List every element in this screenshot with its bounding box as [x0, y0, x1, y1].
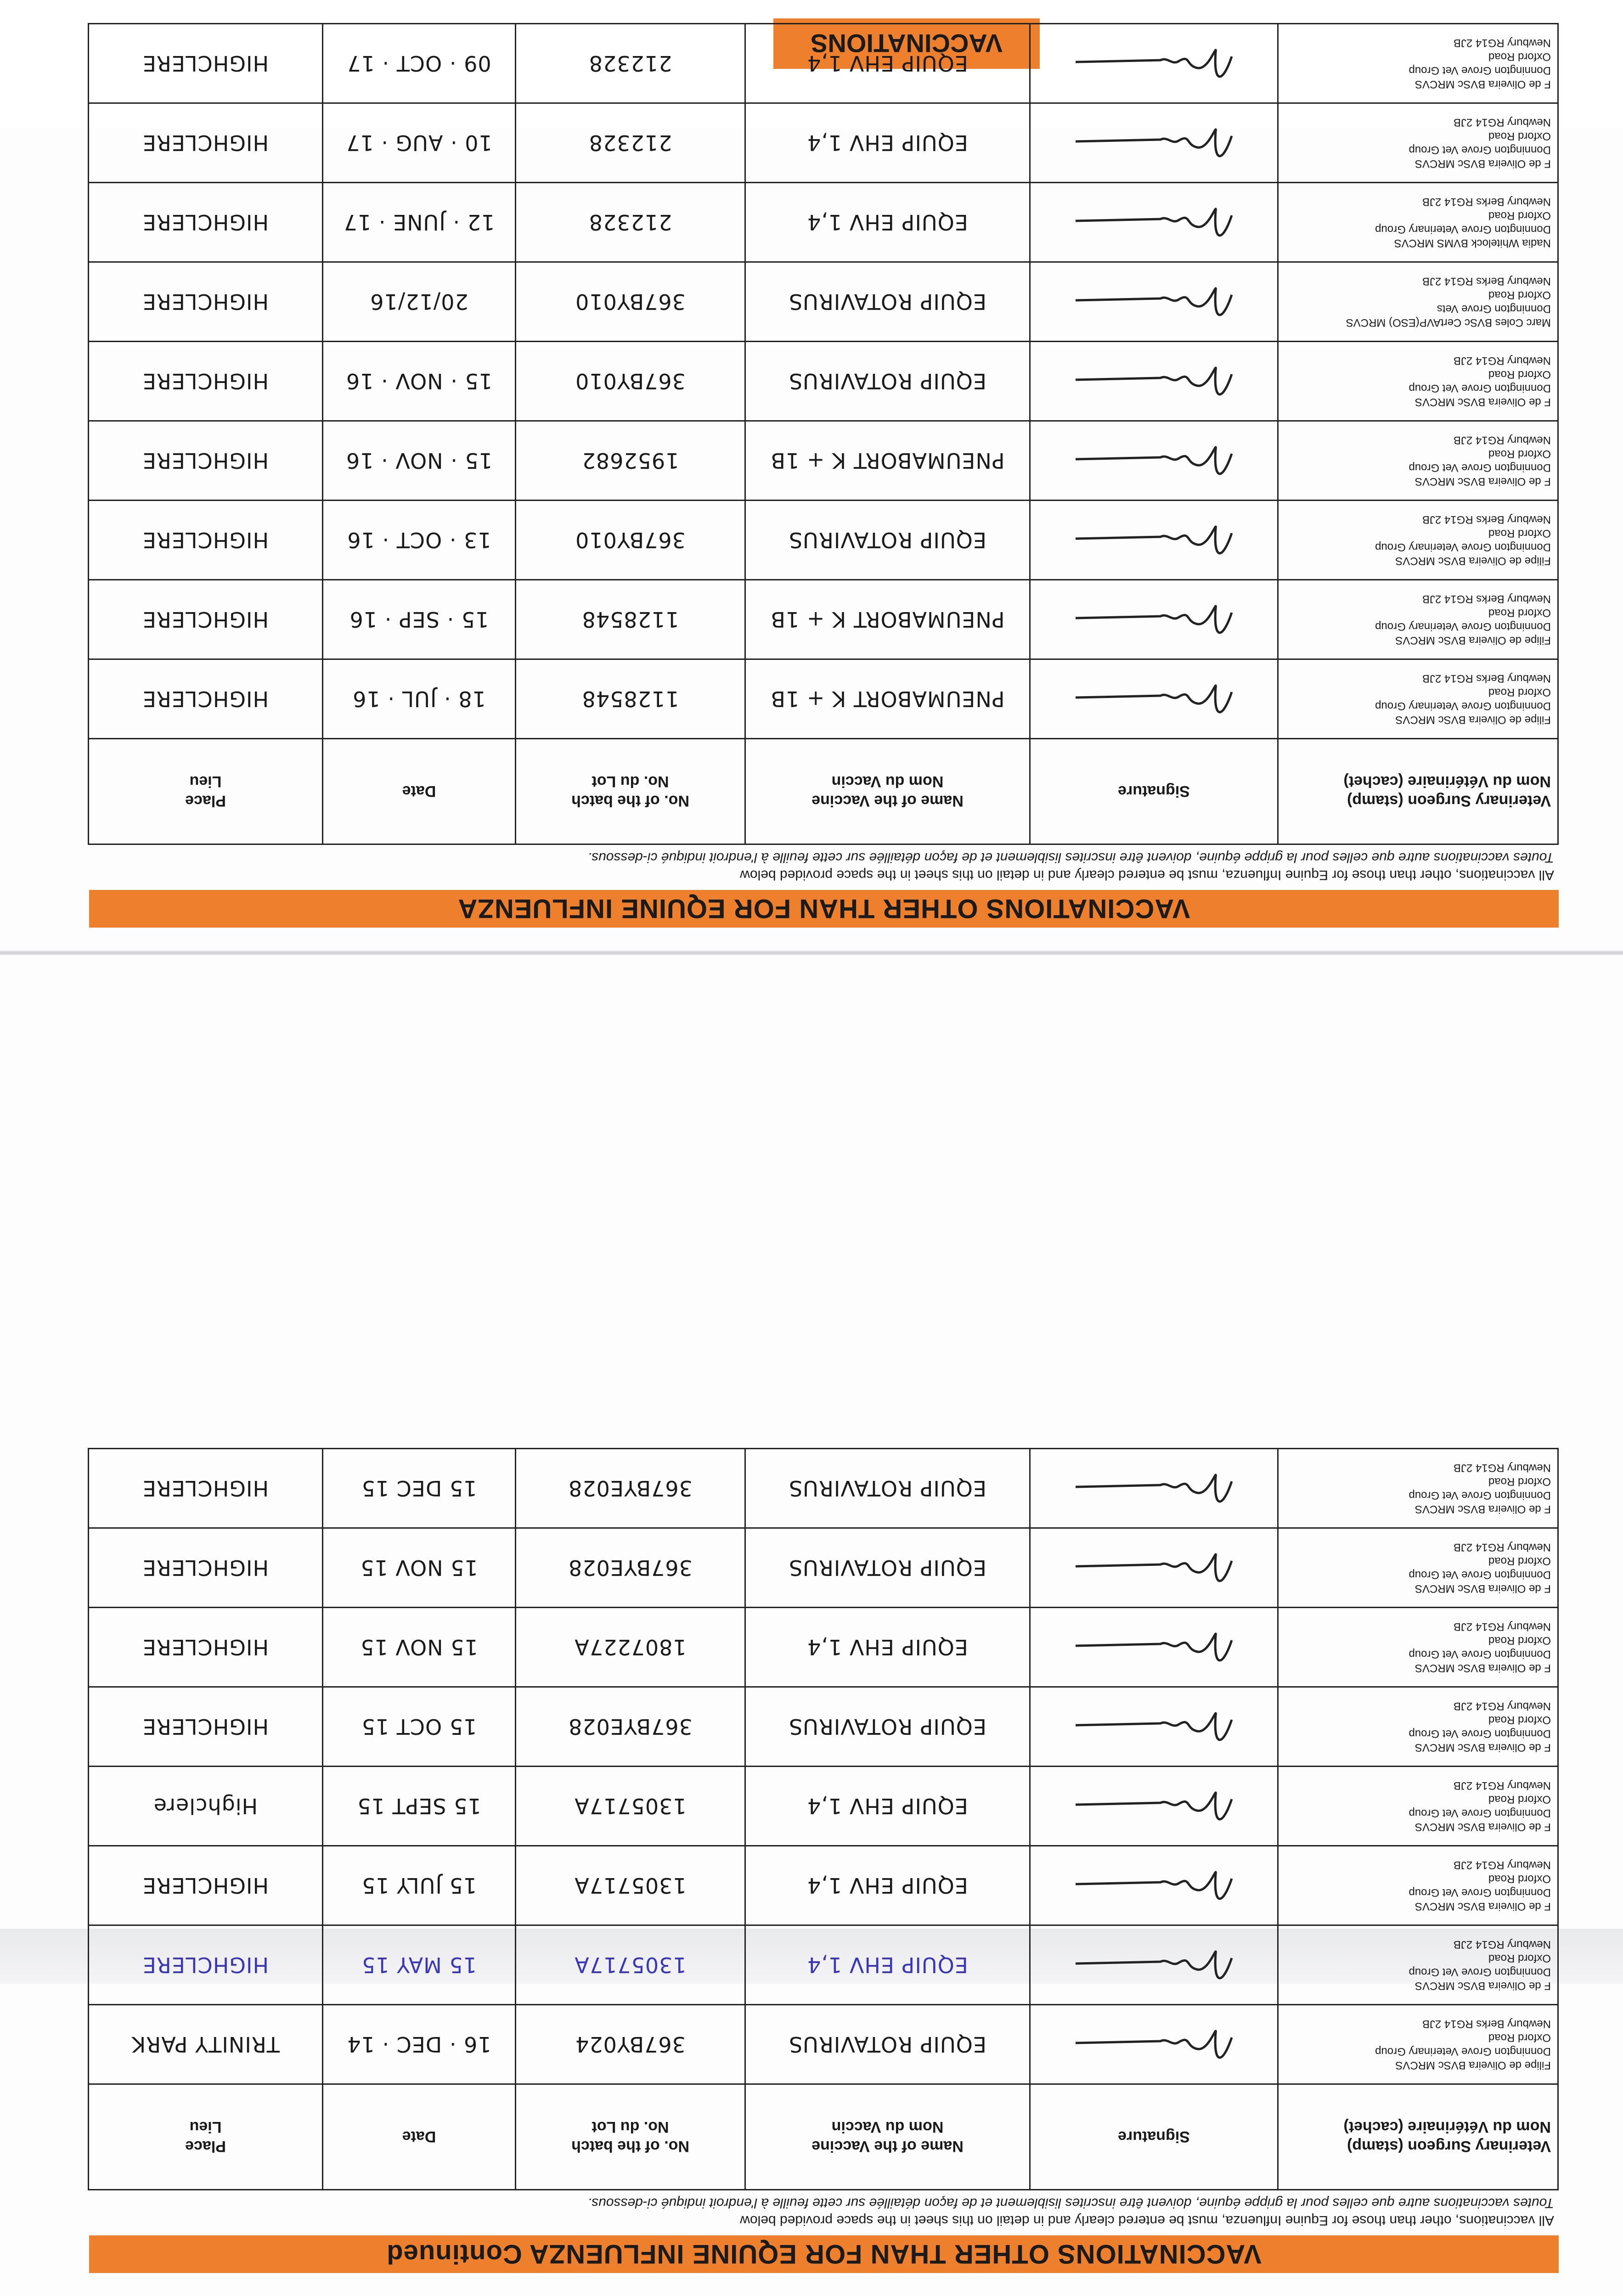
place-cell: HIGHCLERE [89, 1528, 323, 1608]
vet-stamp [1278, 103, 1558, 183]
vaccination-row [89, 262, 1558, 342]
vaccine-cell: EQUIP EHV 1,4 [745, 1846, 1030, 1925]
signature-cell [1030, 501, 1278, 580]
date-cell: 10 · AUG · 17 [323, 103, 516, 183]
stamp-line: Newbury RG14 2JB [1453, 116, 1551, 129]
stamp-line: Newbury RG14 2JB [1453, 434, 1551, 446]
stamp-line: Newbury Berks RG14 2JB [1422, 593, 1551, 605]
date-cell: 12 · JUNE · 17 [323, 183, 516, 262]
batch-cell: 367BYE028 [516, 1449, 745, 1528]
vaccination-row [89, 421, 1558, 501]
stamp-line: Oxford Road [1488, 448, 1551, 460]
stamp-line: Oxford Road [1488, 1873, 1551, 1885]
stamp-line: Donnington Grove Veterinary Group [1375, 541, 1551, 553]
col-signature: Signature [1030, 739, 1278, 844]
batch-cell: 367BY010 [516, 501, 745, 580]
batch-cell: 1807227A [516, 1608, 745, 1687]
signature-scribble [1067, 38, 1241, 89]
vaccination-row [89, 1528, 1558, 1608]
vaccination-row [89, 183, 1558, 262]
col-date: Date [323, 2084, 516, 2190]
stamp-line: Donnington Grove Vet Group [1409, 144, 1551, 156]
stamp-line: Newbury Berks RG14 2JB [1422, 275, 1551, 287]
stamp-line: Donnington Grove Vet Group [1409, 1648, 1551, 1660]
date-cell: 13 · OCT · 16 [323, 501, 516, 580]
signature-cell [1030, 1925, 1278, 2005]
vet-stamp [1278, 1608, 1558, 1687]
stamp-line: Marc Coles BVSc CertAVP(ESO) MRCVS [1346, 316, 1551, 329]
signature-cell [1030, 421, 1278, 501]
batch-cell: 212328 [516, 103, 745, 183]
vet-stamp [1278, 262, 1558, 342]
stamp-line: Nadia Whitelock BVMS MRCVS [1394, 237, 1551, 249]
stamp-line: Newbury RG14 2JB [1453, 1700, 1551, 1712]
vaccine-cell: PNEUMABORT K + 1B [745, 659, 1030, 739]
stamp-line: Donnington Grove Vet Group [1409, 1728, 1551, 1740]
vet-stamp [1278, 1528, 1558, 1608]
vet-stamp [1278, 421, 1558, 501]
stamp-line: Donnington Grove Veterinary Group [1375, 223, 1551, 236]
signature-scribble [1067, 356, 1241, 406]
stamp-line: Oxford Road [1488, 209, 1551, 222]
stamp-line: Newbury RG14 2JB [1453, 1541, 1551, 1553]
signature-cell [1030, 580, 1278, 659]
stamp-line: Oxford Road [1488, 686, 1551, 698]
batch-cell: 367BYE028 [516, 1687, 745, 1767]
continued-header-title: VACCINATIONS OTHER THAN FOR EQUINE INFLUENZA Continued [386, 2239, 1262, 2269]
batch-cell: 1305717A [516, 1767, 745, 1846]
vaccine-cell: EQUIP EHV 1,4 [745, 24, 1030, 103]
stamp-line: Filipe de Oliveira BVSc MRCVS [1395, 714, 1551, 726]
stamp-line: Oxford Road [1488, 1634, 1551, 1647]
stamp-line: Filipe de Oliveira BVSc MRCVS [1395, 555, 1551, 567]
vaccination-row [89, 659, 1558, 739]
date-cell: 09 · OCT · 17 [323, 24, 516, 103]
signature-cell [1030, 1608, 1278, 1687]
stamp-line: Oxford Road [1488, 1475, 1551, 1488]
date-cell: 15 NOV 15 [323, 1608, 516, 1687]
vaccine-cell: EQUIP ROTAVIRUS [745, 1528, 1030, 1608]
vaccine-cell: EQUIP EHV 1,4 [745, 183, 1030, 262]
note-english: All vaccinations, other than those for Equine Influenza, must be entered clearly and in detail on this sheet in the space provided below [740, 867, 1554, 883]
vaccination-row [89, 501, 1558, 580]
signature-cell [1030, 1767, 1278, 1846]
vet-stamp [1278, 1846, 1558, 1925]
stamp-line: Oxford Road [1488, 1793, 1551, 1806]
stamp-line: Newbury RG14 2JB [1453, 1621, 1551, 1633]
place-cell: HIGHCLERE [89, 342, 323, 421]
stamp-line: Donnington Grove Vet Group [1409, 1886, 1551, 1899]
stamp-line: Filipe de Oliveira BVSc MRCVS [1395, 2059, 1551, 2071]
stamp-line: Donnington Grove Vet Group [1409, 461, 1551, 474]
stamp-line: F de Oliveira BVSc MRCVS [1414, 396, 1551, 408]
date-cell: 15 · NOV · 16 [323, 342, 516, 421]
stamp-line: F de Oliveira BVSc MRCVS [1414, 1662, 1551, 1674]
instruction-note [588, 849, 1554, 884]
col-place: Place Lieu [89, 2084, 323, 2190]
page-gutter [0, 951, 1623, 955]
signature-cell [1030, 342, 1278, 421]
vet-stamp [1278, 342, 1558, 421]
stamp-line: Newbury Berks RG14 2JB [1422, 2018, 1551, 2030]
vaccine-cell: EQUIP ROTAVIRUS [745, 342, 1030, 421]
col-vaccine: Name of the Vaccine Nom du Vaccin [745, 2084, 1030, 2190]
stamp-line: F de Oliveira BVSc MRCVS [1414, 158, 1551, 170]
vaccine-cell: EQUIP ROTAVIRUS [745, 262, 1030, 342]
col-vet: Veterinary Surgeon (stamp) Nom du Vétérinaire (cachet) [1278, 739, 1558, 844]
stamp-line: Newbury RG14 2JB [1453, 1779, 1551, 1792]
signature-scribble [1067, 1542, 1241, 1593]
note-french: Toutes vaccinations autre que celles pour la grippe équine, doivent être inscrites lisiblement et de façon détaillée sur cette feuille à l'endroit indiqué ci-dessous. [587, 2195, 1554, 2211]
stamp-line: Oxford Road [1488, 1952, 1551, 1964]
stamp-line: Oxford Road [1488, 130, 1551, 142]
signature-scribble [1067, 674, 1241, 724]
vaccine-cell: PNEUMABORT K + 1B [745, 421, 1030, 501]
col-signature: Signature [1030, 2084, 1278, 2190]
stamp-line: Newbury RG14 2JB [1453, 1462, 1551, 1474]
page-header-title: VACCINATIONS [811, 29, 1003, 58]
stamp-line: F de Oliveira BVSc MRCVS [1414, 1900, 1551, 1913]
signature-cell [1030, 262, 1278, 342]
stamp-line: F de Oliveira BVSc MRCVS [1414, 1741, 1551, 1754]
stamp-line: Oxford Road [1488, 51, 1551, 63]
signature-scribble [1067, 1463, 1241, 1514]
signature-scribble [1067, 1781, 1241, 1831]
vaccination-row [89, 1767, 1558, 1846]
vaccine-cell: EQUIP EHV 1,4 [745, 1925, 1030, 2005]
place-cell: HIGHCLERE [89, 1925, 323, 2005]
batch-cell: 1128548 [516, 659, 745, 739]
signature-scribble [1067, 1940, 1241, 1990]
vaccination-row [89, 580, 1558, 659]
stamp-line: Newbury Berks RG14 2JB [1422, 196, 1551, 208]
vaccination-row [89, 2005, 1558, 2084]
section-header-title: VACCINATIONS OTHER THAN FOR EQUINE INFLUENZA [457, 894, 1190, 924]
vaccine-cell: EQUIP EHV 1,4 [745, 1608, 1030, 1687]
stamp-line: Donnington Grove Vet Group [1409, 64, 1551, 77]
continued-instruction-note [588, 2194, 1554, 2229]
batch-cell: 1952682 [516, 421, 745, 501]
stamp-line: Oxford Road [1488, 2032, 1551, 2044]
signature-cell [1030, 1528, 1278, 1608]
stamp-line: Oxford Road [1488, 289, 1551, 301]
signature-cell [1030, 1846, 1278, 1925]
place-cell: HIGHCLERE [89, 580, 323, 659]
stamp-line: Donnington Grove Vet Group [1409, 1807, 1551, 1819]
place-cell: HIGHCLERE [89, 501, 323, 580]
signature-scribble [1067, 435, 1241, 486]
col-batch: No. of the batch No. du Lot [516, 739, 745, 844]
batch-cell: 212328 [516, 183, 745, 262]
note-english: All vaccinations, other than those for Equine Influenza, must be entered clearly and in detail on this sheet in the space provided below [740, 2213, 1554, 2228]
vaccine-cell: EQUIP ROTAVIRUS [745, 1449, 1030, 1528]
vaccination-row [89, 1925, 1558, 2005]
vaccination-table-top [88, 23, 1559, 845]
place-cell: TRINITY PARK [89, 2005, 323, 2084]
stamp-line: Filipe de Oliveira BVSc MRCVS [1395, 634, 1551, 647]
vaccination-row [89, 1687, 1558, 1767]
signature-cell [1030, 1687, 1278, 1767]
vet-stamp [1278, 1925, 1558, 2005]
vaccination-row [89, 1608, 1558, 1687]
place-cell: HIGHCLERE [89, 183, 323, 262]
vaccination-row [89, 1846, 1558, 1925]
stamp-line: Donnington Grove Vet Group [1409, 1966, 1551, 1978]
date-cell: 16 · DEC · 14 [323, 2005, 516, 2084]
date-cell: 15 JULY 15 [323, 1846, 516, 1925]
stamp-line: Donnington Grove Vet Group [1409, 1569, 1551, 1581]
stamp-line: Donnington Grove Veterinary Group [1375, 620, 1551, 633]
date-cell: 18 · JUL · 16 [323, 659, 516, 739]
vet-stamp [1278, 659, 1558, 739]
stamp-line: Donnington Grove Vet Group [1409, 382, 1551, 394]
vet-stamp [1278, 1687, 1558, 1767]
date-cell: 15 DEC 15 [323, 1449, 516, 1528]
signature-cell [1030, 659, 1278, 739]
signature-scribble [1067, 2019, 1241, 2070]
signature-cell [1030, 1449, 1278, 1528]
vaccine-cell: EQUIP ROTAVIRUS [745, 2005, 1030, 2084]
signature-cell [1030, 183, 1278, 262]
stamp-line: Oxford Road [1488, 607, 1551, 619]
place-cell: HIGHCLERE [89, 659, 323, 739]
signature-scribble [1067, 1860, 1241, 1911]
signature-scribble [1067, 594, 1241, 645]
col-batch: No. of the batch No. du Lot [516, 2084, 745, 2190]
vaccine-cell: EQUIP ROTAVIRUS [745, 1687, 1030, 1767]
stamp-line: Newbury RG14 2JB [1453, 37, 1551, 49]
place-cell: HIGHCLERE [89, 1846, 323, 1925]
batch-cell: 367BY010 [516, 342, 745, 421]
batch-cell: 367BYE028 [516, 1528, 745, 1608]
vaccine-cell: EQUIP ROTAVIRUS [745, 501, 1030, 580]
stamp-line: Donnington Grove Veterinary Group [1375, 700, 1551, 712]
vet-stamp [1278, 580, 1558, 659]
vet-stamp [1278, 1767, 1558, 1846]
stamp-line: Oxford Road [1488, 1714, 1551, 1726]
batch-cell: 367BY024 [516, 2005, 745, 2084]
place-cell: HIGHCLERE [89, 103, 323, 183]
vaccination-row [89, 342, 1558, 421]
stamp-line: Donnington Grove Vets [1437, 303, 1551, 315]
date-cell: 15 SEPT 15 [323, 1767, 516, 1846]
vaccinations-continued-page-top [89, 32, 1559, 928]
stamp-line: Oxford Road [1488, 1555, 1551, 1567]
batch-cell: 1305717A [516, 1925, 745, 2005]
batch-cell: 1128548 [516, 580, 745, 659]
vaccination-row [89, 103, 1558, 183]
stamp-line: Newbury RG14 2JB [1453, 1938, 1551, 1951]
date-cell: 15 OCT 15 [323, 1687, 516, 1767]
date-cell: 15 · NOV · 16 [323, 421, 516, 501]
col-date: Date [323, 739, 516, 844]
stamp-line: F de Oliveira BVSc MRCVS [1414, 1503, 1551, 1515]
signature-scribble [1067, 1622, 1241, 1672]
signature-scribble [1067, 1701, 1241, 1752]
note-french: Toutes vaccinations autre que celles pour la grippe équine, doivent être inscrites lisiblement et de façon détaillée sur cette feuille à l'endroit indiqué ci-dessous. [587, 850, 1554, 865]
signature-cell [1030, 24, 1278, 103]
signature-scribble [1067, 197, 1241, 248]
date-cell: 15 MAY 15 [323, 1925, 516, 2005]
vet-stamp [1278, 2005, 1558, 2084]
date-cell: 15 NOV 15 [323, 1528, 516, 1608]
vet-stamp [1278, 501, 1558, 580]
vaccination-table-continued [88, 1448, 1559, 2190]
vaccine-cell: EQUIP EHV 1,4 [745, 1767, 1030, 1846]
stamp-line: Donnington Grove Vet Group [1409, 1489, 1551, 1502]
place-cell: HIGHCLERE [89, 24, 323, 103]
col-vaccine: Name of the Vaccine Nom du Vaccin [745, 739, 1030, 844]
stamp-line: F de Oliveira BVSc MRCVS [1414, 78, 1551, 90]
date-cell: 15 · SEP · 16 [323, 580, 516, 659]
stamp-line: F de Oliveira BVSc MRCVS [1414, 1980, 1551, 1992]
vaccinations-continued-page [89, 964, 1559, 2273]
vaccine-cell: EQUIP EHV 1,4 [745, 103, 1030, 183]
stamp-line: Newbury RG14 2JB [1453, 355, 1551, 367]
stamp-line: Oxford Road [1488, 527, 1551, 540]
stamp-line: F de Oliveira BVSc MRCVS [1414, 1582, 1551, 1595]
vet-stamp [1278, 1449, 1558, 1528]
date-cell: 20/12/16 [323, 262, 516, 342]
continued-header-bar [89, 2235, 1559, 2273]
vaccination-row [89, 24, 1558, 103]
vaccine-cell: PNEUMABORT K + 1B [745, 580, 1030, 659]
stamp-line: F de Oliveira BVSc MRCVS [1414, 1821, 1551, 1833]
stamp-line: Newbury RG14 2JB [1453, 1859, 1551, 1871]
place-cell: HIGHCLERE [89, 1687, 323, 1767]
batch-cell: 212328 [516, 24, 745, 103]
stamp-line: Donnington Grove Veterinary Group [1375, 2045, 1551, 2058]
col-place: Place Lieu [89, 739, 323, 844]
place-cell: HIGHCLERE [89, 1608, 323, 1687]
vet-stamp [1278, 24, 1558, 103]
signature-cell [1030, 103, 1278, 183]
stamp-line: Newbury Berks RG14 2JB [1422, 672, 1551, 685]
place-cell: Highclere [89, 1767, 323, 1846]
col-vet: Veterinary Surgeon (stamp) Nom du Vétérinaire (cachet) [1278, 2084, 1558, 2190]
place-cell: HIGHCLERE [89, 1449, 323, 1528]
vet-stamp [1278, 183, 1558, 262]
signature-cell [1030, 2005, 1278, 2084]
stamp-line: Oxford Road [1488, 368, 1551, 381]
vaccination-row [89, 1449, 1558, 1528]
stamp-line: F de Oliveira BVSc MRCVS [1414, 475, 1551, 488]
batch-cell: 1305717A [516, 1846, 745, 1925]
stamp-line: Newbury Berks RG14 2JB [1422, 513, 1551, 526]
section-header-bar [89, 890, 1559, 928]
place-cell: HIGHCLERE [89, 421, 323, 501]
place-cell: HIGHCLERE [89, 262, 323, 342]
batch-cell: 367BY010 [516, 262, 745, 342]
signature-scribble [1067, 276, 1241, 327]
signature-scribble [1067, 515, 1241, 565]
signature-scribble [1067, 118, 1241, 168]
